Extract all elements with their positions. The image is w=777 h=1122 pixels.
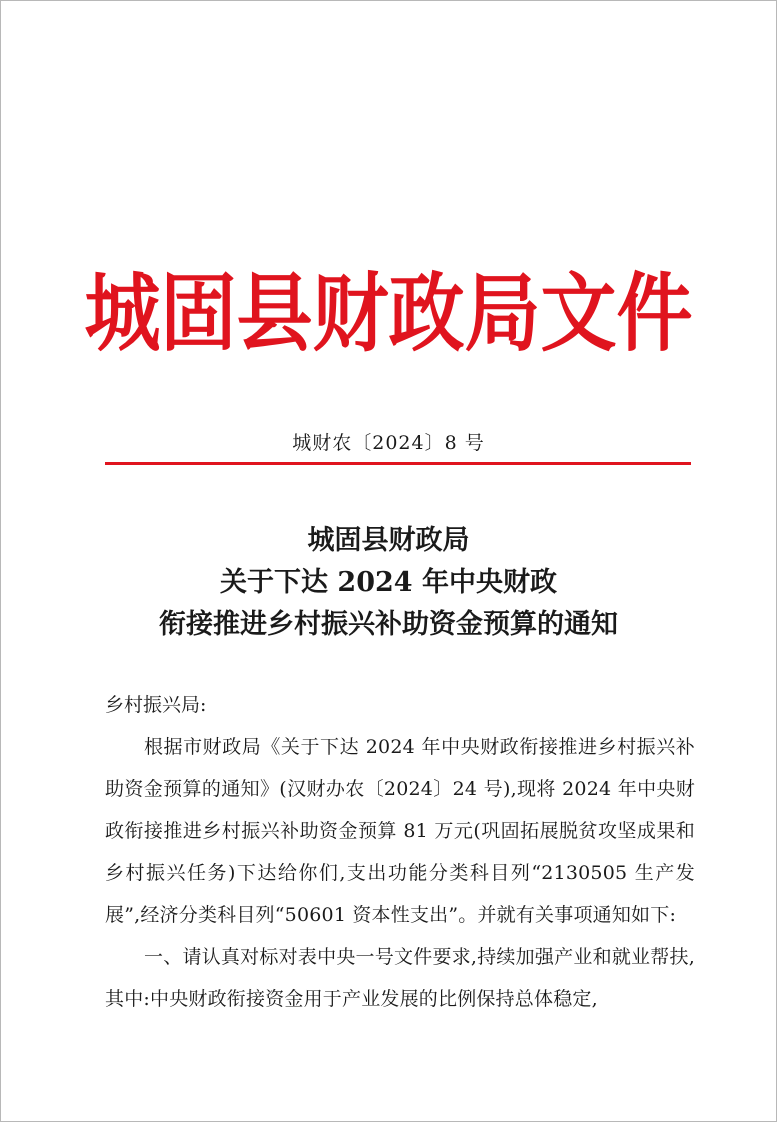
document-number: 城财农〔2024〕8 号 xyxy=(292,432,485,454)
paragraph-item-one: 一、请认真对标对表中央一号文件要求,持续加强产业和就业帮扶,其中:中央财政衔接资金用于产业发展的比例保持总体稳定, xyxy=(105,946,695,1010)
title-line-issuer: 城固县财政局 xyxy=(307,525,470,556)
notice-body xyxy=(105,684,695,1020)
paragraph-intro: 根据市财政局《关于下达 2024 年中央财政衔接推进乡村振兴补助资金预算的通知》(汉财办农〔2024〕24 号),现将 2024 年中央财政衔接推进乡村振兴补助资金预算 81 万元(巩固拓展脱贫攻坚成果和乡村振兴任务)下达给你们,支出功能分类科目列“2130505 生产发展”,经济分类科目列“50601 资本性支出”。并就有关事项通知如下: xyxy=(105,736,695,926)
title-line-topic: 衔接推进乡村振兴补助资金预算的通知 xyxy=(159,609,618,640)
masthead-title: 城固县财政局文件 xyxy=(84,263,693,364)
title-line-subject: 关于下达 2024 年中央财政 xyxy=(220,567,557,598)
red-divider-line xyxy=(105,462,691,465)
salutation: 乡村振兴局: xyxy=(105,694,207,716)
notice-title xyxy=(0,520,777,646)
